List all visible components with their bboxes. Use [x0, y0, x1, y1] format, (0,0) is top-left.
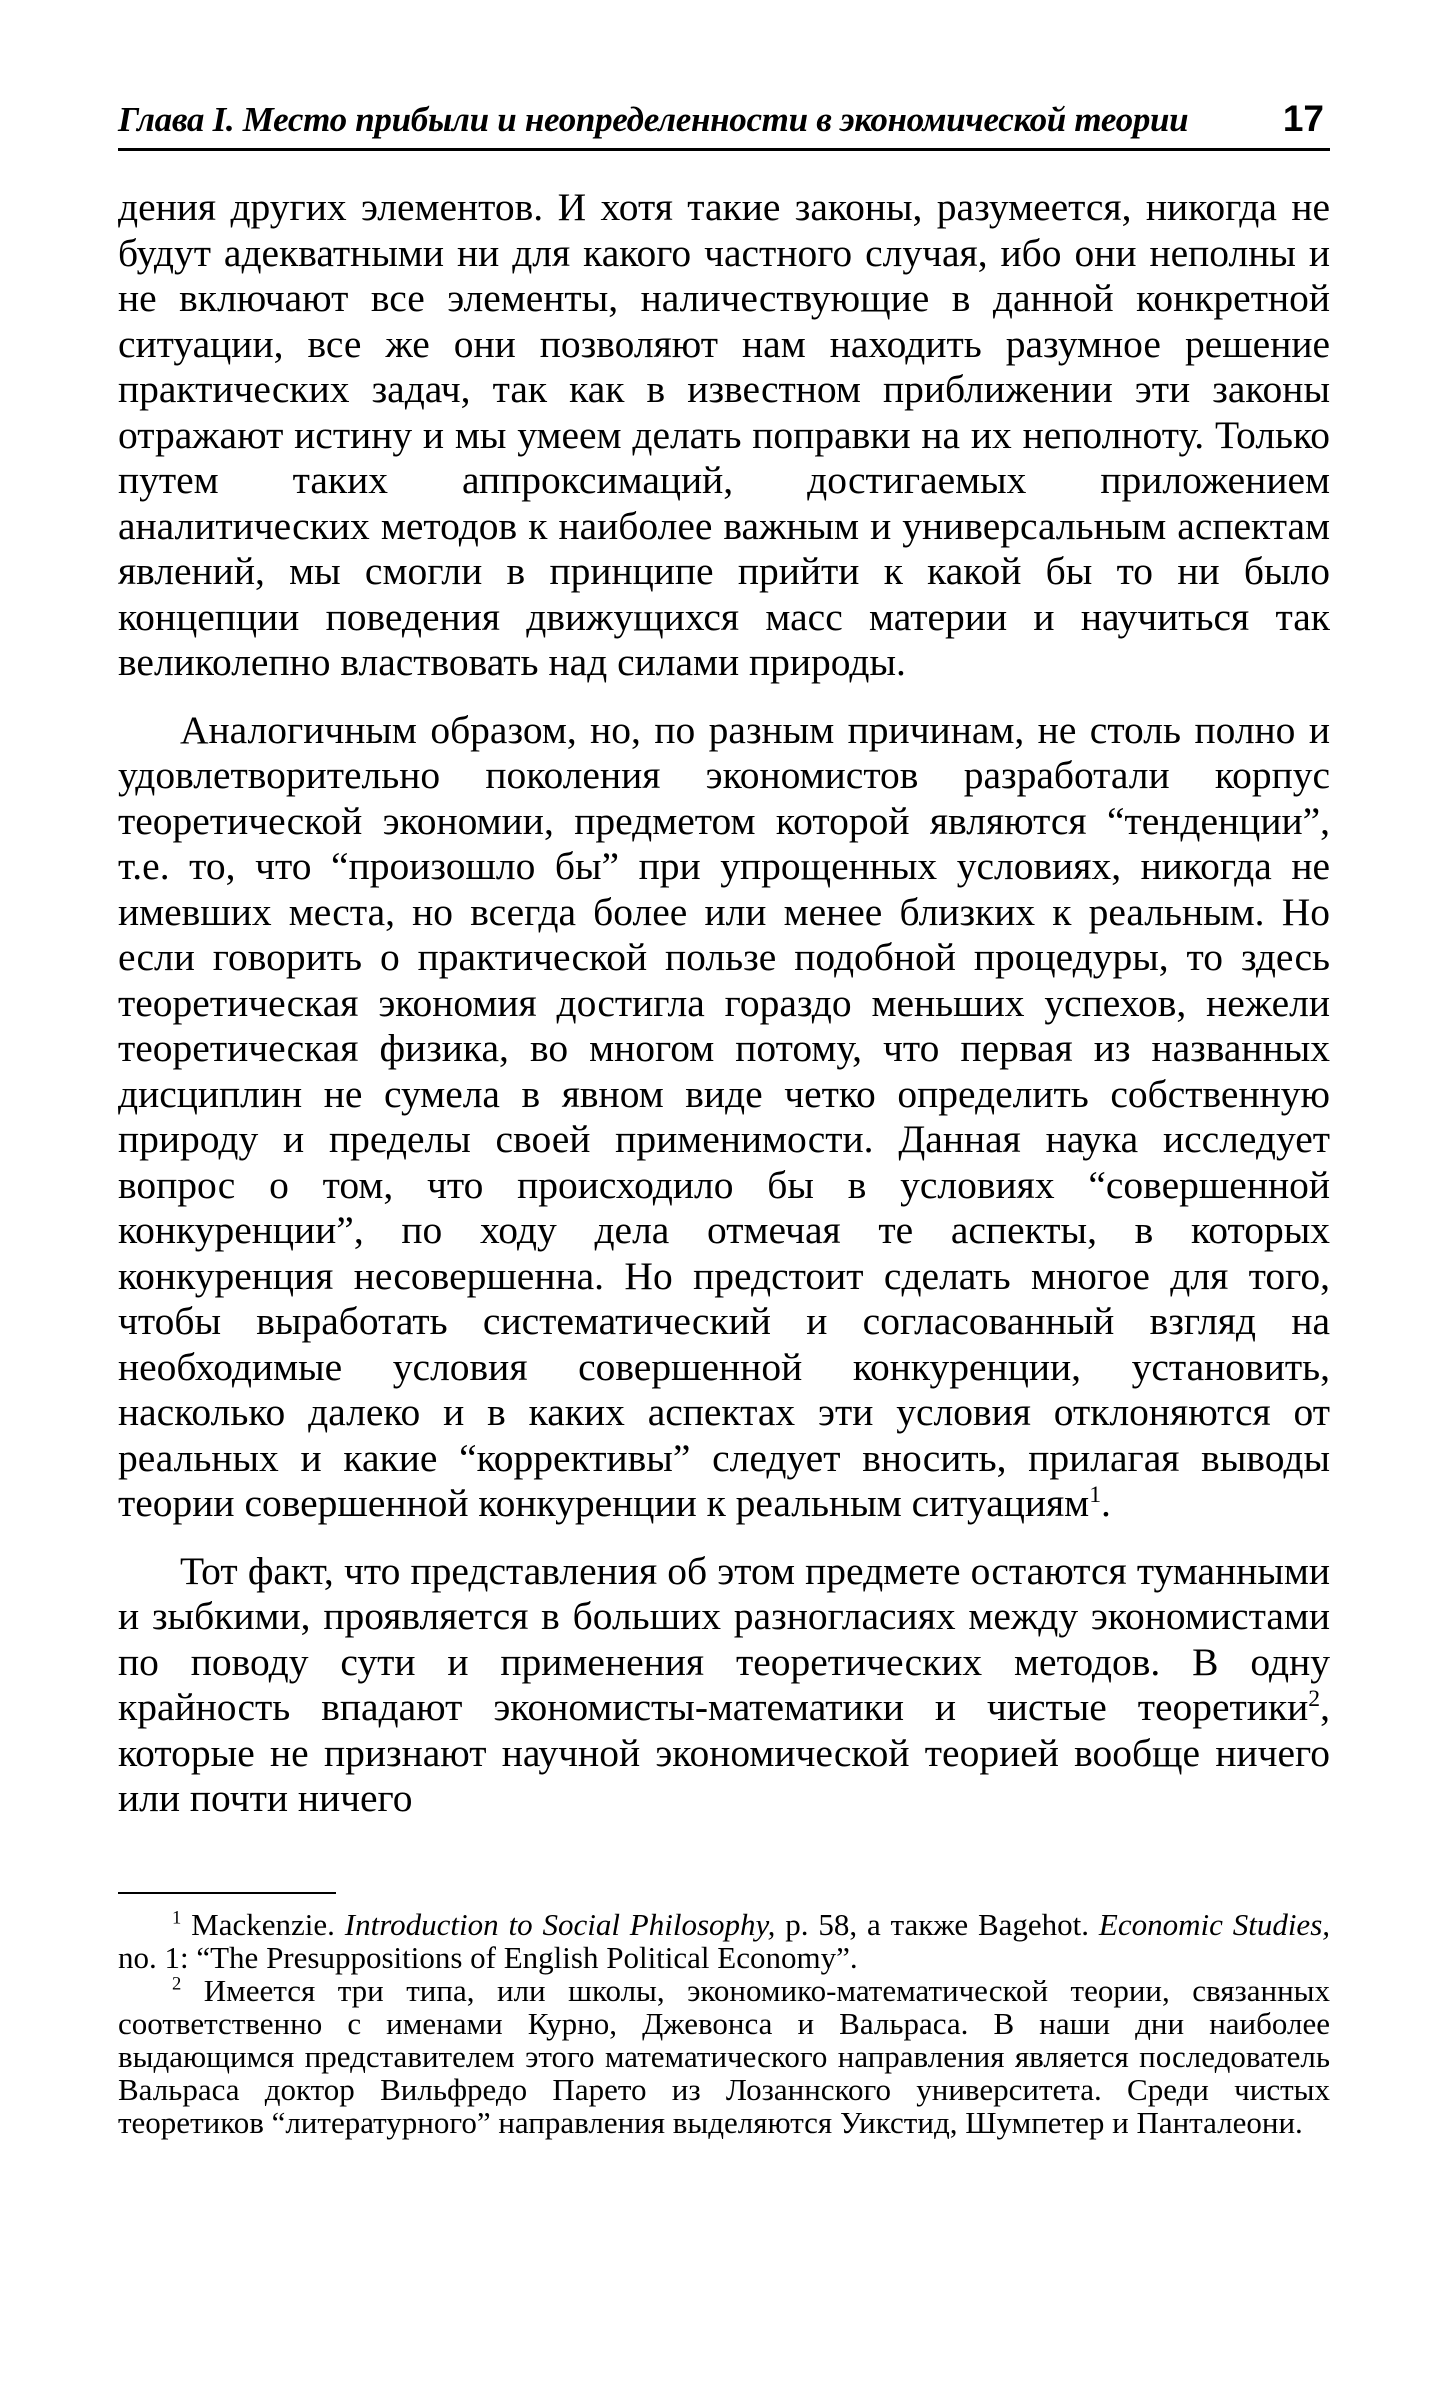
- chapter-title: Глава I. Место прибыли и неопределенности в экономической теории: [118, 100, 1189, 139]
- footnote-1: $^1$ Mackenzie. Introduction to Social Philosophy, p. 58, а также Bagehot. Economic Studies, no. 1: “The Presuppositions of English Political Economy”.: [118, 1906, 1331, 1975]
- running-header: [118, 98, 1330, 151]
- page-number: 17: [1282, 98, 1324, 139]
- book-page: [118, 98, 1330, 2139]
- footnote-divider: [118, 1892, 336, 1894]
- footnote-mark-2: 2: [172, 1973, 182, 1995]
- footnotes: [118, 1908, 1330, 2139]
- paragraph-2: Аналогичным образом, но, по разным причинам, не столь полно и удовлетворительно поколения экономистов разработали корпус теоретической экономии, предметом которой являются “тенденции”, т.е. то, что “произошло бы” при упрощенных условиях, никогда не имевших места, но всегда более или менее близких к реальным. Но если говорить о практической пользе подобной процедуры, то здесь теоретическая экономия достигла гораздо меньших успехов, нежели теоретическая физика, во многом потому, что первая из названных дисциплин не сумела в явном виде четко определить собственную природу и пределы своей применимости. Данная наука исследует вопрос о том, что происходило бы в условиях “совершенной конкуренции”, по ходу дела отмечая те аспекты, в которых конкуренция несовершенна. Но предстоит сделать многое для того, чтобы выработать систематический и согласованный взгляд на необходимые условия совершенной конкуренции, установить, насколько далеко и в каких аспектах эти условия отклоняются от реальных и какие “коррективы” следует вносить, прилагая выводы теории совершенной конкуренции к реальным ситуациям$^1$.: [118, 707, 1330, 1525]
- footnote-ref-2[interactable]: 2: [1308, 1685, 1321, 1712]
- paragraph-1: дения других элементов. И хотя такие законы, разумеется, никогда не будут адекватными ни для какого частного случая, ибо они неполны и не включают все элементы, наличествующие в данной конкретной ситуации, все же они позволяют нам находить разумное решение практических задач, так как в известном приближении эти законы отражают истину и мы умеем делать поправки на их неполноту. Только путем таких аппроксимаций, достигаемых приложением аналитических методов к наиболее важным и универсальным аспектам явлений, мы смогли в принципе прийти к какой бы то ни было концепции поведения движущихся масс материи и научиться так великолепно властвовать над силами природы.: [118, 185, 1330, 684]
- footnote-ref-1[interactable]: 1: [1089, 1481, 1102, 1508]
- footnote-2: $^2$ Имеется три типа, или школы, экономико-математической теории, связанных соответственно с именами Курно, Джевонса и Вальраса. В наши дни наиболее выдающимся представителем этого математического направления является последователь Вальраса доктор Вильфредо Парето из Лозаннского университета. Среди чистых теоретиков “литературного” направления выделяются Уикстид, Шумпетер и Панталеони.: [118, 1972, 1331, 2140]
- main-text: [118, 185, 1330, 1822]
- footnote-mark-1: 1: [172, 1907, 182, 1929]
- paragraph-3: Тот факт, что представления об этом предмете остаются туманными и зыбкими, проявляется в больших разногласиях между экономистами по поводу сути и применения теоретических методов. В одну крайность впадают экономисты-математики и чистые теоретики$^2$, которые не признают научной экономической теорией вообще ничего или почти ничего: [118, 1548, 1330, 1820]
